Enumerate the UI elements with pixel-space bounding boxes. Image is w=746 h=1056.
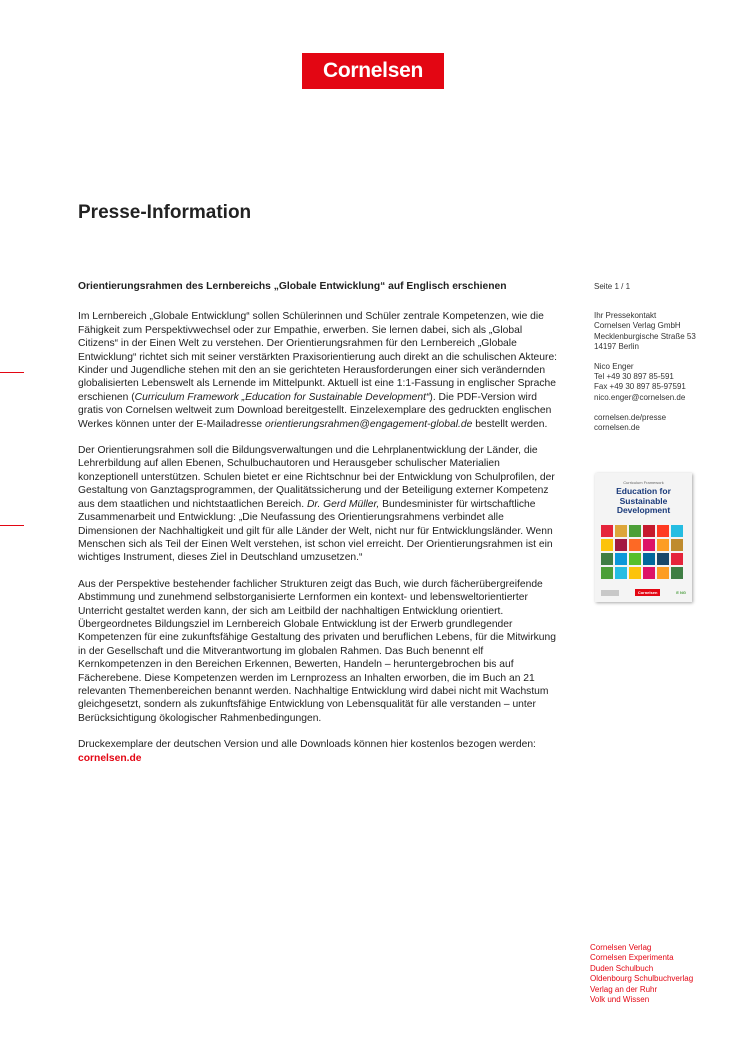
sdg-goal-icon: [671, 553, 683, 565]
websites: [594, 413, 724, 433]
paragraph-4: Druckexemplare der deutschen Version und alle Downloads können hier kostenlos bezogen werden: cornelsen.de: [78, 739, 536, 764]
sdg-goal-icon: [615, 567, 627, 579]
imprint-item: Duden Schulbuch: [590, 963, 654, 973]
sdg-icon-grid: [601, 525, 687, 579]
paragraph-3: Aus der Perspektive bestehender fachlicher Strukturen zeigt das Buch, wie durch fächerübergreifende Abstimmung und zunehmend selbstorganisierte Lernformen ein kontext- und lebensweltorientierter Unterricht gestaltet werden kann, der sich am Leitbild der nachhaltigen Entwicklung orientiert. Übergeordnetes Bildungsziel im Lernbereich Globale Entwicklung ist der Erwerb grundlegender Kompetenzen für eine zukunftsfähige Gestaltung des privaten und beruflichen Lebens, für die Mitwirkung in der Gesellschaft und die Mitverantwortung im globalen Rahmen. Das Buch benennt elf Kernkompetenzen in den Bereichen Erkennen, Bewerten, Handeln – heruntergebrochen bis auf Fächerebene. Diese Kompetenzen werden im Lernprozess an Inhalten erworben, die im Buch an 21 relevanten Themenbereichen benannt werden. Nachhaltige Entwicklung wird dabei nicht mit Wachstum gleichgesetzt, sondern als zukunftsfähige Entwicklung von Lebensqualität für alle verstanden – unter Berücksichtigung ökologischer Rahmenbedingungen.: [78, 578, 556, 724]
press-contact: Ihr Pressekontakt Cornelsen Verlag GmbH Mecklenburgische Straße 53 14197 Berlin: [594, 311, 696, 351]
sdg-goal-icon: [601, 539, 613, 551]
paragraph-1: Im Lernbereich „Globale Entwicklung“ sollen Schülerinnen und Schüler zentrale Kompetenzen, wie die Fähigkeit zum Perspektivwechsel oder zur Empathie, erwerben. Sie lernen dabei, sich als „Global Citizens“ in der Einen Welt zu verstehen. Der Orientierungsrahmen für den Lernbereich „Globale Entwicklung“ richtet sich mit seiner verstärkten Praxisorientierung auch direkt an die schulischen Akteure: Kinder und Jugendliche stehen mit den an sie gerichteten Herausforderungen einer sich verändernden globalisierten Lebenswelt als Lernende im Mittelpunkt. Aktuell ist eine 1:1-Fassung in englischer Sprache erschienen (Curriculum Framework „Education for Sustainable Development“). Die PDF-Version wird gratis von Cornelsen weltweit zum Download bereitgestellt. Einzelexemplare des gedruckten englischen Werkes können unter der E-Mailadresse orientierungsrahmen@engagement-global.de bestellt werden.: [78, 311, 558, 430]
contact-email[interactable]: nico.enger@cornelsen.de: [594, 392, 686, 402]
press-headline: Orientierungsrahmen des Lernbereichs „Globale Entwicklung“ auf Englisch erschienen: [78, 281, 507, 292]
sdg-goal-icon: [643, 539, 655, 551]
sdg-goal-icon: [657, 553, 669, 565]
sdg-goal-icon: [601, 525, 613, 537]
cornelsen-logo: Cornelsen: [302, 53, 444, 89]
sdg-goal-icon: [643, 525, 655, 537]
sdg-goal-icon: [615, 553, 627, 565]
page-title: Presse-Information: [78, 202, 252, 223]
sdg-goal-icon: [657, 539, 669, 551]
web-link[interactable]: cornelsen.de: [594, 423, 640, 433]
cover-kicker: Curriculum Framework: [623, 480, 664, 485]
cover-publisher-logo: Cornelsen: [635, 589, 661, 596]
press-web-link[interactable]: cornelsen.de/presse: [594, 412, 667, 422]
fold-mark-lower: [0, 525, 24, 526]
sdg-goal-icon: [657, 525, 669, 537]
cornelsen-link[interactable]: cornelsen.de: [78, 752, 142, 764]
ministry-logo: [601, 590, 619, 596]
sdg-goal-icon: [629, 553, 641, 565]
press-body: [78, 280, 560, 778]
sdg-goal-icon: [615, 525, 627, 537]
cover-footer: [601, 589, 686, 596]
sdg-goal-icon: [601, 553, 613, 565]
sdg-goal-icon: [671, 525, 683, 537]
contact-person: Nico Enger Tel +49 30 897 85-591 Fax +49 30 897 85-97591 nico.enger@cornelsen.de: [594, 362, 724, 403]
imprint-item: Cornelsen Verlag: [590, 943, 652, 952]
fold-mark-upper: [0, 372, 24, 373]
sdg-goal-icon: [629, 567, 641, 579]
imprint-list: [590, 943, 693, 1005]
sdg-goal-icon: [671, 567, 683, 579]
imprint-item: Volk und Wissen: [590, 995, 650, 1005]
sdg-goal-icon: [671, 539, 683, 551]
book-cover-image: [595, 473, 692, 602]
sdg-goal-icon: [629, 539, 641, 551]
partner-logo: E NG: [676, 590, 686, 595]
imprint-item: Cornelsen Experimenta: [590, 953, 674, 963]
page-number: Seite 1 / 1: [594, 282, 631, 291]
imprint-item: Oldenbourg Schulbuchverlag: [590, 974, 694, 984]
paragraph-2: Der Orientierungsrahmen soll die Bildungsverwaltungen und die Lehrplanentwicklung der Länder, die Lehrerbildung auf allen Ebenen, Schulbuchautoren und Herausgeber schulischer Materialien konzeptionell unterstützen. Schulen bietet er eine Richtschnur bei der Entwicklung von Schulprofilen, der Gestaltung von Ganztagsprogrammen, der Qualitätssicherung und der Beteiligung externer Kompetenz aus dem staatlichen und nichtstaatlichen Bereich. Dr. Gerd Müller, Bundesminister für wirtschaftliche Zusammenarbeit und Entwicklung: „Die Neufassung des Orientierungsrahmens verbindet alle Dimensionen der Nachhaltigkeit und gilt für alle Länder der Welt, nicht nur für Entwicklungsländer. Wenn Menschen sich als Teil der Einen Welt verstehen, ist schon viel erreicht. Der Orientierungsrahmen ist ein wichtiges Instrument, dieses Ziel in Deutschland umzusetzen.“: [78, 445, 555, 564]
sdg-goal-icon: [601, 567, 613, 579]
sdg-goal-icon: [629, 525, 641, 537]
imprint-item: Verlag an der Ruhr: [590, 984, 658, 994]
sdg-goal-icon: [615, 539, 627, 551]
cover-title: Education for Sustainable Development: [616, 486, 671, 515]
sdg-goal-icon: [643, 553, 655, 565]
sdg-goal-icon: [657, 567, 669, 579]
order-email[interactable]: orientierungsrahmen@engagement-global.de: [264, 418, 473, 430]
sdg-goal-icon: [643, 567, 655, 579]
sidebar: [594, 282, 724, 443]
